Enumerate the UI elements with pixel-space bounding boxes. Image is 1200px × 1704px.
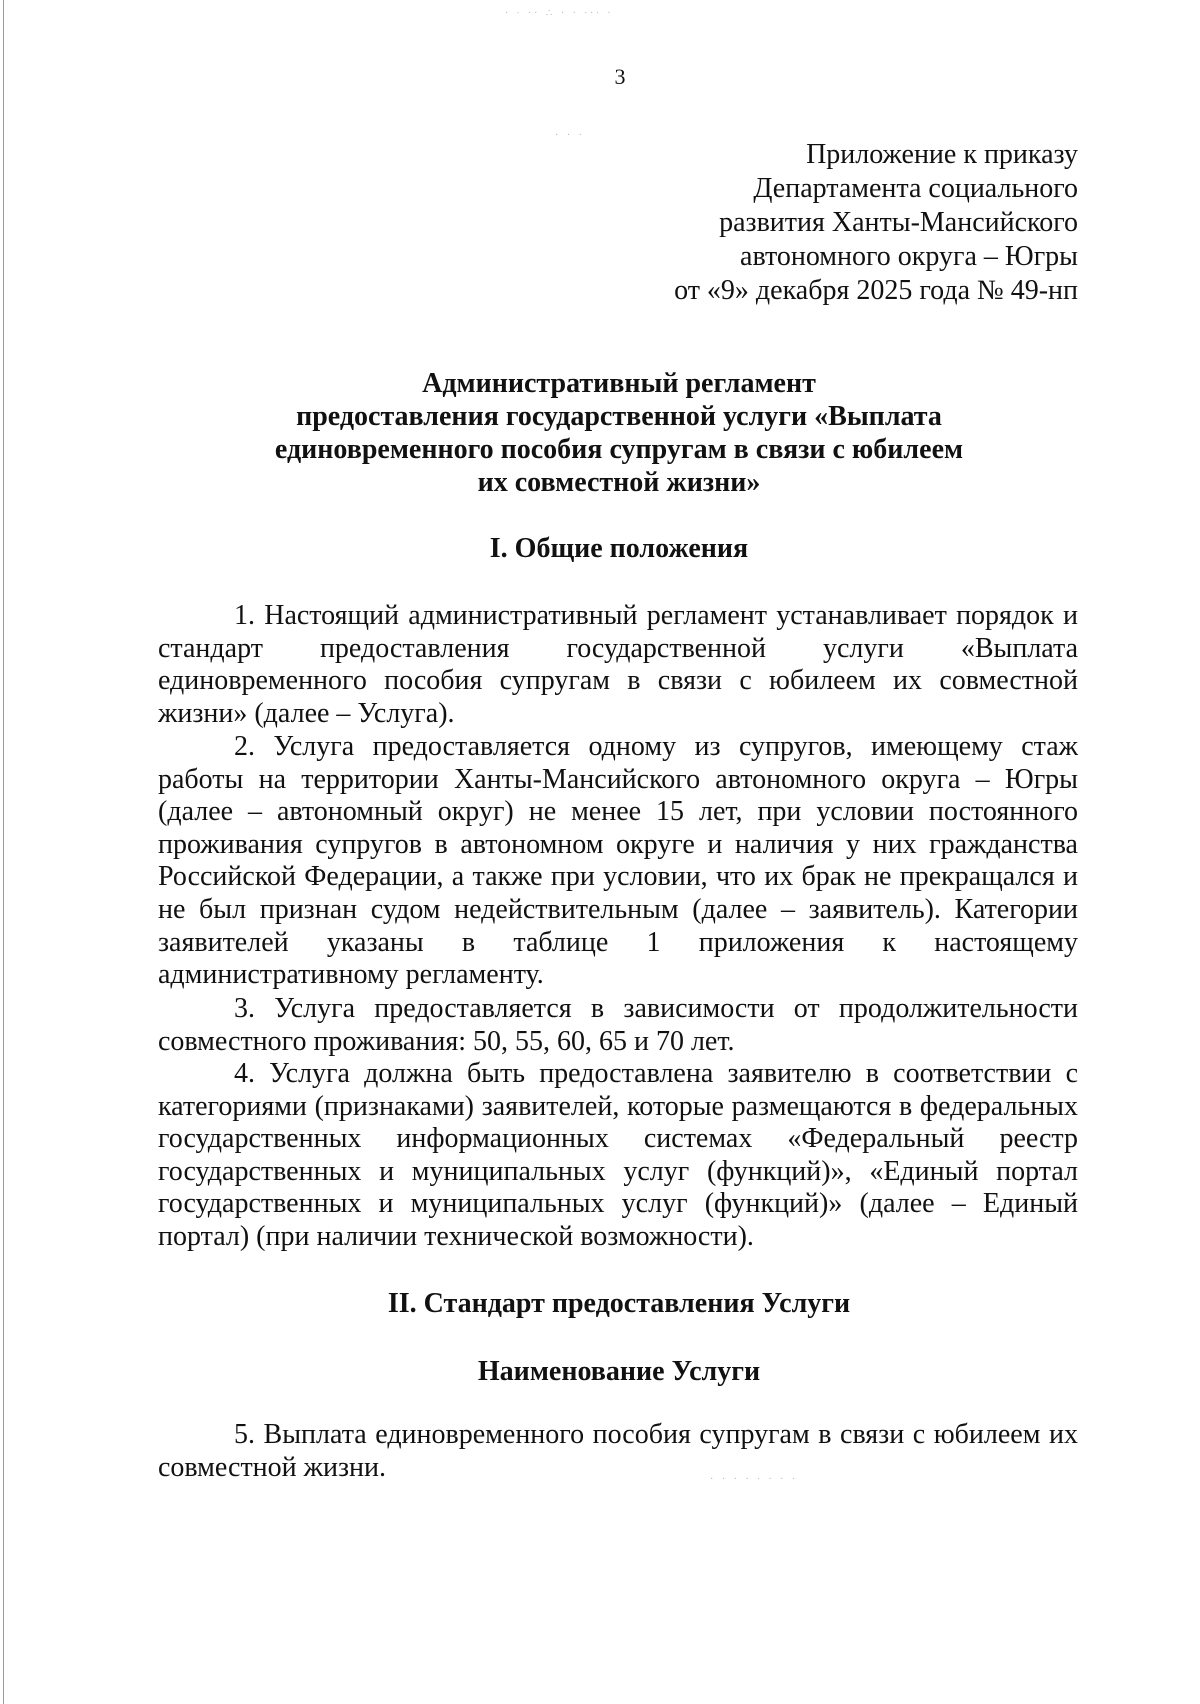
scan-noise: · ∙ ·· ∴ · · ∙·∙ · <box>505 8 614 19</box>
document-title <box>160 367 1078 499</box>
appendix-line: автономного округа – Югры <box>740 241 1078 272</box>
title-line: Административный регламент <box>422 368 816 399</box>
section-heading-standard: II. Стандарт предоставления Услуги <box>387 1288 851 1319</box>
page-number: 3 <box>614 64 626 89</box>
paragraph-4: 4. Услуга должна быть предоставлена заявителю в соответствии с категориями (признаками) заявителей, которые размещаются в федеральных государственных информационных системах «Федеральный реестр государственных и муниципальных услуг (функций)», «Единый портал государственных и муниципальных услуг (функций)» (далее – Единый портал) (при наличии технической возможности). <box>158 1058 1078 1252</box>
paragraph-2: 2. Услуга предоставляется одному из супругов, имеющему стаж работы на территории Ханты-Мансийского автономного округа – Югры (далее – автономный округ) не менее 15 лет, при условии постоянного проживания супругов в автономном округе и наличия у них гражданства Российской Федерации, а также при условии, что их брак не прекращался и не был признан судом недействительным (далее – заявитель). Категории заявителей указаны в таблице 1 приложения к настоящему административному регламенту. <box>158 731 1078 991</box>
subheading-service-name: Наименование Услуги <box>477 1356 761 1387</box>
paragraph-1: 1. Настоящий административный регламент устанавливает порядок и стандарт предоставления государственной услуги «Выплата единовременного пособия супругам в связи с юбилеем их совместной жизни» (далее – Услуга). <box>158 600 1078 729</box>
scan-noise: · · · · ∙ · · · <box>710 1474 799 1485</box>
title-line: единовременного пособия супругам в связи с юбилеем <box>274 434 964 465</box>
paragraph-3: 3. Услуга предоставляется в зависимости от продолжительности совместного проживания: 50, 55, 60, 65 и 70 лет. <box>158 993 1078 1057</box>
appendix-note <box>674 138 1078 308</box>
title-line: их совместной жизни» <box>477 467 761 498</box>
paragraph-5: 5. Выплата единовременного пособия супругам в связи с юбилеем их совместной жизни. <box>158 1419 1078 1483</box>
scan-noise: · · · <box>555 130 585 141</box>
scan-edge-line <box>3 0 4 1704</box>
appendix-line: Приложение к приказу <box>806 139 1078 170</box>
appendix-line: от «9» декабря 2025 года № 49-нп <box>674 275 1078 306</box>
section-heading-general: I. Общие положения <box>489 533 749 564</box>
title-line: предоставления государственной услуги «Выплата <box>296 401 942 432</box>
appendix-line: Департамента социального <box>753 173 1078 204</box>
appendix-line: развития Ханты-Мансийского <box>719 207 1078 238</box>
